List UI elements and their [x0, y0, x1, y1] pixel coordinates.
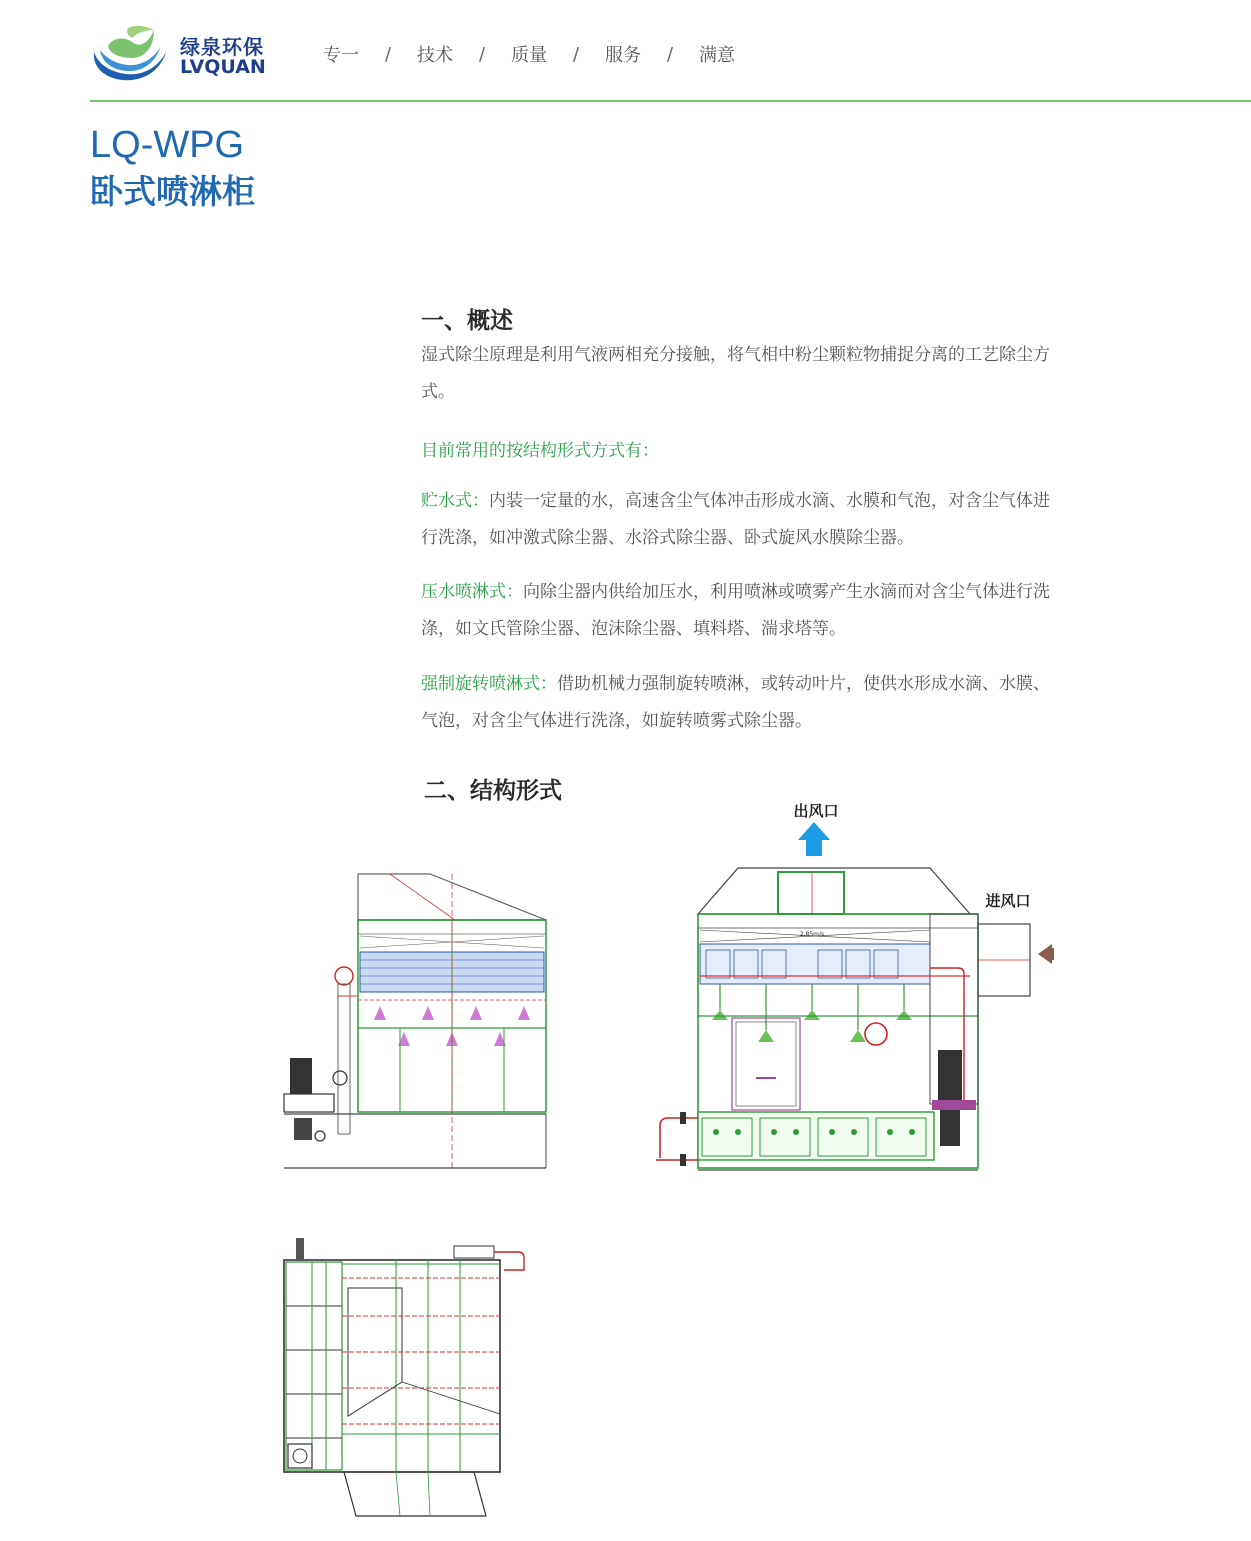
front-view-drawing — [640, 800, 1060, 1174]
logo-name-en: LVQUAN — [180, 56, 266, 78]
side-view-drawing — [280, 868, 552, 1174]
product-name: 卧式喷淋柜 — [90, 172, 255, 211]
type-name: 贮水式： — [421, 491, 489, 511]
outlet-arrow-icon — [798, 822, 830, 856]
type-item-pressure-spray — [421, 574, 1061, 648]
header-divider — [90, 100, 1251, 102]
nav-separator: / — [572, 43, 580, 65]
type-name: 压水喷淋式： — [421, 582, 523, 602]
airflow-speed-label: 2.85m/s — [799, 931, 825, 938]
nav-item-satisfaction[interactable]: 满意 — [699, 45, 735, 66]
logo-name-cn: 绿泉环保 — [180, 35, 264, 59]
nav-separator: / — [666, 43, 674, 65]
nav-item-technology[interactable]: 技术 — [417, 45, 453, 66]
product-model: LQ-WPG — [90, 124, 245, 166]
overview-intro: 湿式除尘原理是利用气液两相充分接触，将气相中粉尘颗粒物捕捉分离的工艺除尘方式。 — [421, 345, 1050, 402]
brand-logo[interactable] — [88, 22, 268, 84]
type-name: 强制旋转喷淋式： — [421, 674, 557, 694]
outlet-label: 出风口 — [793, 802, 839, 820]
nav-separator: / — [478, 43, 486, 65]
nav-item-focus[interactable]: 专一 — [323, 45, 359, 66]
main-nav — [323, 41, 735, 67]
site-header — [0, 0, 1251, 104]
type-desc: 向除尘器内供给加压水，利用喷淋或喷雾产生水滴而对含尘气体进行洗涤，如文氏管除尘器、泡沫除尘器、填料塔、湍求塔等。 — [421, 582, 1050, 639]
top-view-drawing — [278, 1234, 534, 1524]
logo-swirl-icon — [88, 22, 168, 84]
type-item-storage — [421, 483, 1061, 557]
type-item-forced-rotation — [421, 666, 1061, 740]
nav-item-service[interactable]: 服务 — [605, 45, 641, 66]
type-desc: 内装一定量的水，高速含尘气体冲击形成水滴、水膜和气泡，对含尘气体进行洗涤，如冲激式除尘器、水浴式除尘器、卧式旋风水膜除尘器。 — [421, 491, 1050, 548]
types-heading: 目前常用的按结构形式方式有： — [421, 441, 659, 461]
structure-heading: 二、结构形式 — [424, 778, 562, 804]
nav-separator: / — [384, 43, 392, 65]
nav-item-quality[interactable]: 质量 — [511, 45, 547, 66]
inlet-label: 进风口 — [985, 892, 1031, 910]
type-desc: 借助机械力强制旋转喷淋，或转动叶片，使供水形成水滴、水膜、气泡，对含尘气体进行洗涤，如旋转喷雾式除尘器。 — [421, 674, 1050, 731]
overview-heading: 一、概述 — [421, 308, 513, 334]
